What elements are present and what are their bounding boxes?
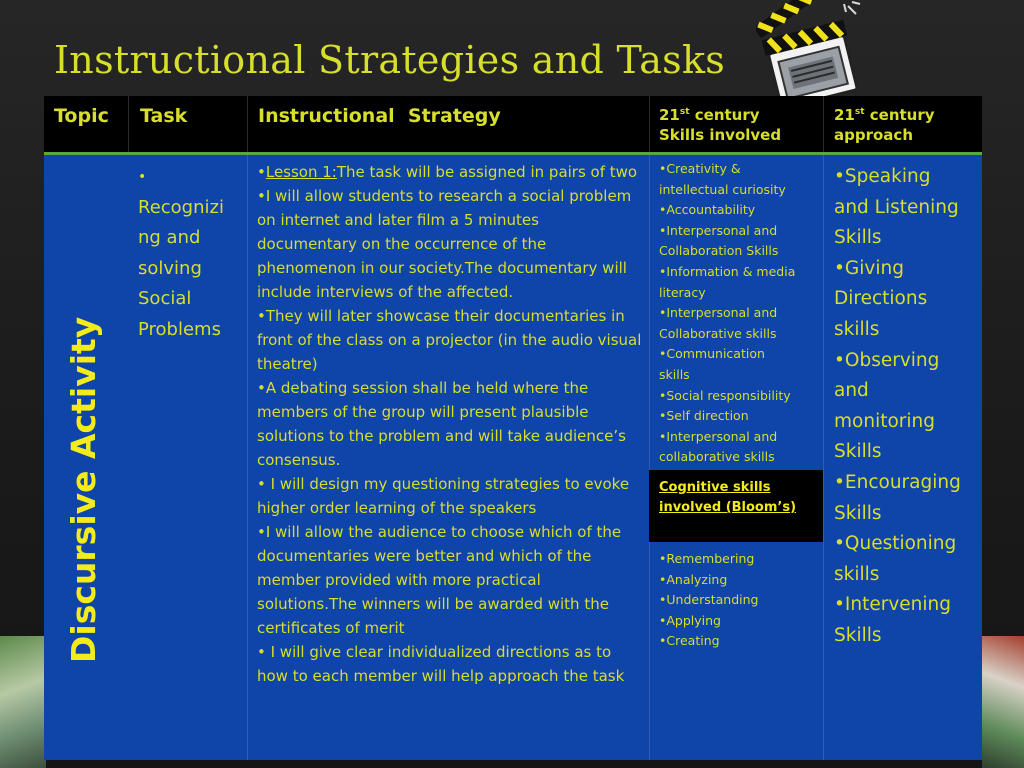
strategy-item: • I will design my questioning strategies to evoke higher order learning of the speakers [257,475,630,517]
cognitive-skills-list: •Remembering •Analyzing •Understanding •Applying •Creating [659,551,759,649]
header-topic: Topic [54,105,109,127]
header-21st-century-skills: 21st century Skills involved [659,106,782,144]
cognitive-skills-header: Cognitive skills involved (Bloom’s) [649,470,823,542]
slide-title: Instructional Strategies and Tasks [54,38,726,82]
strategy-item: •I will allow the audience to choose which of the documentaries were better and which of the member provided with more practical solutions.The winners will be awarded with the certificates of merit [257,523,622,637]
background-photo-left [0,636,46,768]
header-21st-century-approach: 21st century approach [834,106,935,144]
header-divider [649,96,650,152]
column-divider [823,155,824,760]
strategy-item: •A debating session shall be held where the members of the group will present plausible solutions to the problem and will take audience’s consensus. [257,379,626,469]
topic-discursive-activity: Discursive Activity [64,316,103,663]
strategies-table [44,96,982,760]
task-bullet: • [138,169,147,185]
header-divider [128,96,129,152]
background-photo-right [982,636,1024,768]
strategy-item: •I will allow students to research a social problem on internet and later film a 5 minutes documentary on the occurrence of the phenomenon in our society.The documentary will include interviews of the affected. [257,187,632,301]
strategy-item: •They will later showcase their documentaries in front of the class on a projector (in the audio visual theatre) [257,307,642,373]
skills-involved-cell: •Creativity & intellectual curiosity •Accountability •Interpersonal and Collaboration Skills •Information & media literacy •Interpersonal and Collaborative skills •Communication skills •Social responsibility •Self direction •Interpersonal and collaborative skills [659,161,796,465]
header-divider [823,96,824,152]
century-approach-cell: •Speaking and Listening Skills •Giving Directions skills •Observing and monitoring Skills •Encouraging Skills •Questioning skills •Intervening Skills [834,166,961,646]
header-task: Task [140,105,188,127]
header-instructional-strategy: Instructional Strategy [258,105,501,127]
column-divider [247,155,248,760]
strategy-item: •Lesson 1:The task will be assigned in pairs of two [257,163,638,181]
header-divider [247,96,248,152]
instructional-strategy-cell [257,160,642,688]
task-cell: • Recognizi ng and solving Social Problems [138,162,242,345]
column-divider [649,155,650,760]
strategy-item: • I will give clear individualized directions as to how to each member will help approach the task [257,643,625,685]
lesson-1-label: Lesson 1: [265,163,337,181]
